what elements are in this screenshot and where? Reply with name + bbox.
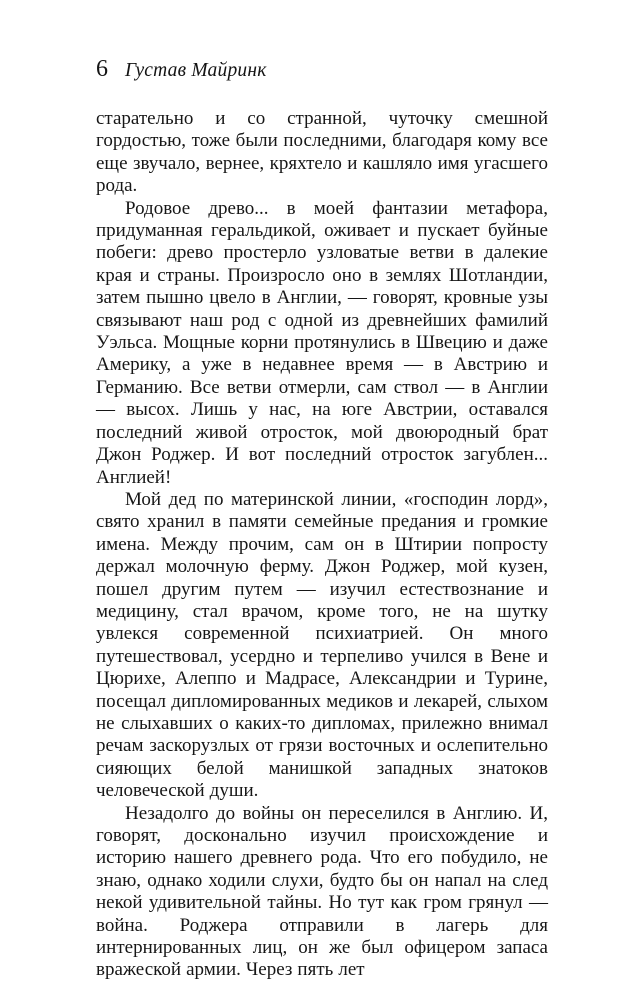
page-number: 6 (96, 56, 108, 82)
paragraph-continuation: старательно и со странной, чуточку смешной гордостью, тоже были последними, благодаря кому все еще звучало, вернее, кряхтело и кашляло имя угасшего рода. (96, 108, 548, 197)
paragraph: Родовое древо... в моей фантазии метафора, придуманная геральдикой, оживает и пускает буйные побеги: древо простерло узловатые ветви в далекие края и страны. Произросло оно в землях Шотландии, затем пышно цвело в Англии, — говорят, кровные узы связывают наш род с одной из древнейших фамилий Уэльса. Мощные корни протянулись в Швецию и даже Америку, а уже в недавнее время — в Австрию и Германию. Все ветви отмерли, сам ствол — в Англии — высох. Лишь у нас, на юге Австрии, оставался последний живой отросток, мой двоюродный брат Джон Роджер. И вот последний отросток загублен... Англией! (96, 197, 548, 488)
paragraph: Мой дед по материнской линии, «господин лорд», свято хранил в памяти семейные предания и громкие имена. Между прочим, сам он в Штирии попросту держал молочную ферму. Джон Роджер, мой кузен, пошел другим путем — изучил естествознание и медицину, стал врачом, кроме того, не на шутку увлекся современной психиатрией. Он много путешествовал, усердно и терпеливо учился в Вене и Цюрихе, Алеппо и Мадрасе, Александрии и Турине, посещал дипломированных медиков и лекарей, слыхом не слыхавших о каких-то дипломах, прилежно внимал речам заскорузлых от грязи восточных и ослепительно сияющих белой манишкой западных знатоков человеческой души. (96, 488, 548, 802)
running-header (96, 57, 547, 81)
running-title-author: Густав Майринк (125, 60, 267, 81)
page-text (96, 108, 548, 982)
paragraph: Незадолго до войны он переселился в Англию. И, говорят, досконально изучил происхождение и историю нашего древнего рода. Что его побудило, не знаю, однако ходили слухи, будто бы он напал на след некой удивительной тайны. Но тут как гром грянул — война. Роджера отправили в лагерь для интернированных лиц, он же был офицером запаса вражеской армии. Через пять лет (96, 802, 548, 981)
